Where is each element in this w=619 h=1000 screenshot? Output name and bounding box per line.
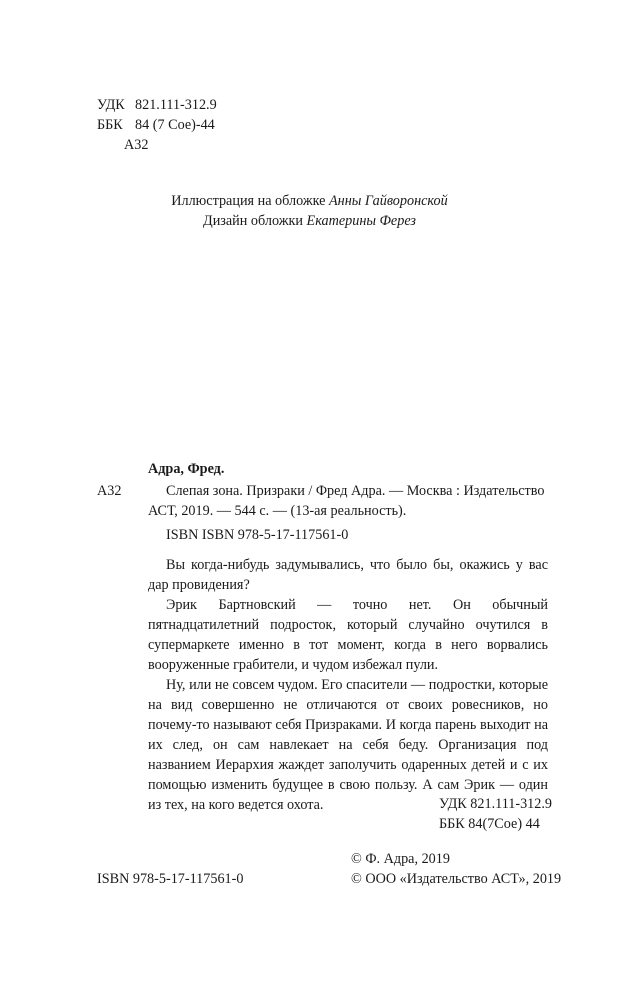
- copyright-publisher: © ООО «Издательство АСТ», 2019: [351, 871, 562, 887]
- footer-isbn: ISBN 978-5-17-117561-0: [97, 871, 244, 887]
- udk-value: 821.111-312.9: [135, 97, 217, 113]
- catalog-bbk: ББК 84(7Сое) 44: [439, 816, 540, 832]
- bbk-value: 84 (7 Сое)-44: [135, 117, 215, 133]
- annotation-paragraph: Эрик Бартновский — точно нет. Он обычный пятнадцатилетний подросток, который случайно очутился в супермаркете именно в тот момент, когда в него ворвались вооруженные грабители, и чудом избежал пули.: [148, 597, 548, 673]
- catalog-codes: [439, 794, 552, 834]
- author-heading: Адра, Фред.: [148, 461, 225, 477]
- annotation-paragraph: Вы когда-нибудь задумывались, что было бы, окажись у вас дар провидения?: [148, 557, 548, 593]
- designer-name: Екатерины Ферез: [306, 213, 416, 229]
- design-credit: [0, 211, 619, 231]
- credits: [0, 191, 619, 231]
- design-prefix: Дизайн обложки: [203, 213, 303, 229]
- illustrator-name: Анны Гайворонской: [329, 193, 448, 209]
- isbn-line: ISBN ISBN 978-5-17-117561-0: [166, 527, 349, 543]
- top-codes: [97, 95, 217, 155]
- bib-line-1: Слепая зона. Призраки / Фред Адра. — Москва : Издательство: [166, 483, 545, 499]
- illustration-prefix: Иллюстрация на обложке: [171, 193, 326, 209]
- author-mark-top: А32: [124, 137, 149, 153]
- author-mark: А32: [97, 483, 122, 499]
- bib-line-2: АСТ, 2019. — 544 с. — (13-ая реальность).: [148, 503, 407, 519]
- annotation-paragraph: Ну, или не совсем чудом. Его спасители — подростки, которые на вид совершенно не отличаются от своих ровесников, но почему-то называют себя Призраками. И когда парень выходит на их след, он сам навлекает на себя беду. Организация под названием Иерархия жаждет заполучить одаренных детей и с их помощью изменить будущее в свою пользу. А сам Эрик — один из тех, на кого ведется охота.: [148, 677, 548, 813]
- catalog-udk: УДК 821.111-312.9: [439, 796, 552, 812]
- copyright-author: © Ф. Адра, 2019: [351, 851, 450, 867]
- udk-label: УДК: [97, 97, 125, 113]
- illustration-credit: [0, 191, 619, 211]
- bbk-label: ББК: [97, 117, 123, 133]
- udk-row: [97, 95, 217, 115]
- bbk-row: [97, 115, 217, 135]
- annotation: [148, 555, 548, 815]
